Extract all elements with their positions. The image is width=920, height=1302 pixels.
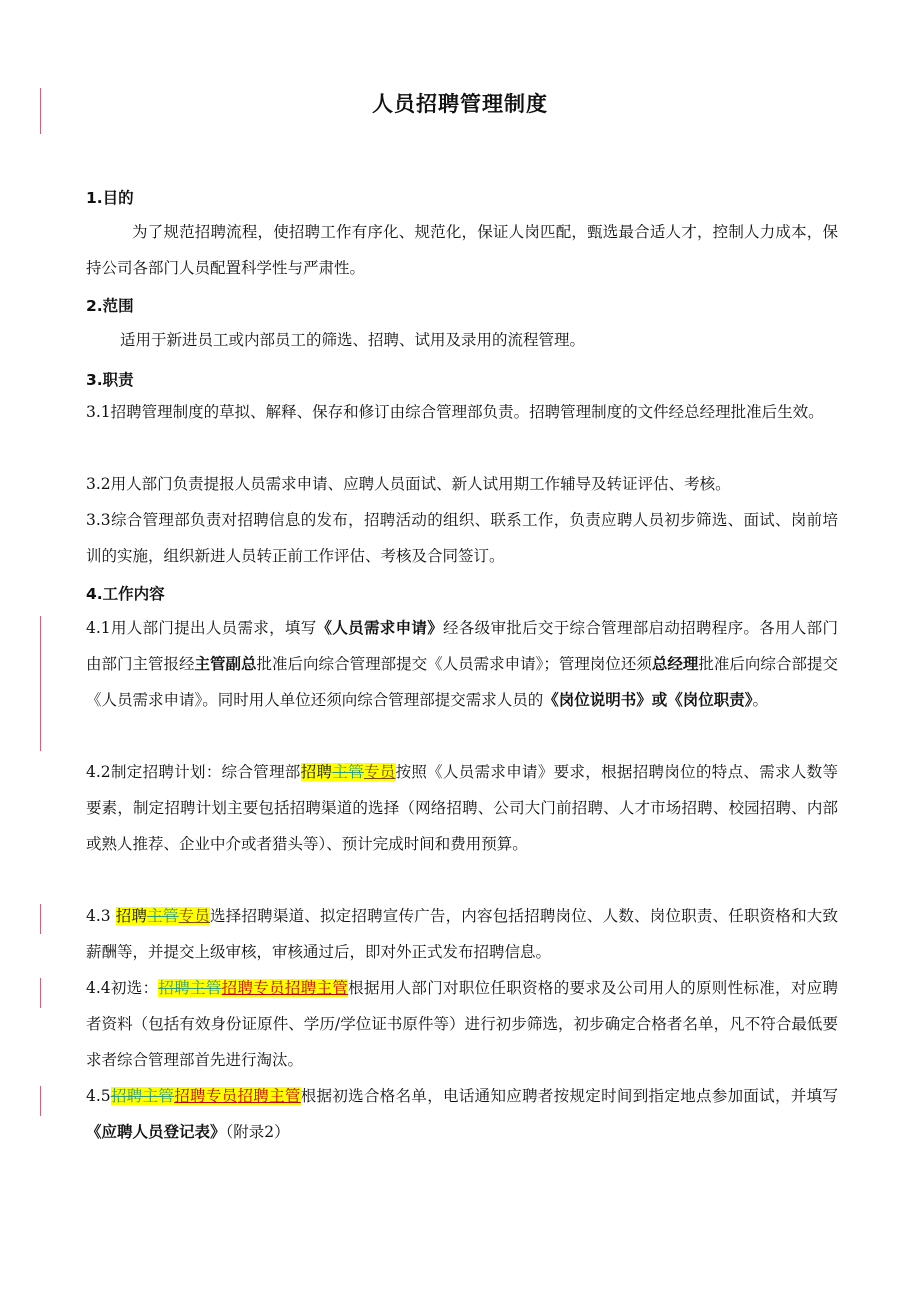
section-heading-duties: 3.职责 — [86, 371, 134, 389]
text-run: 根据用人部门对职位任职资格的要求及公司用人的原则性标准，对应聘者资料（包括有效身份证原件、学历/学位证书原件等）进行初步筛选，初步确定合格者名单，凡不符合最低要求者综合管理部首先进行淘汰。 — [86, 979, 838, 1069]
text-run: 4.5 — [86, 1087, 111, 1105]
text-run: （附录2） — [225, 1123, 290, 1141]
inserted-text: 招聘主管 — [237, 1087, 301, 1105]
inserted-text: 招聘专员 — [174, 1087, 238, 1105]
text-run: 经各级审批后交于综合管理部启动招聘程序。各用人部门由部门主管报经 — [86, 619, 838, 673]
paragraph-4-2 — [86, 754, 838, 862]
paragraph-3-2: 3.2用人部门负责提报人员需求申请、应聘人员面试、新人试用期工作辅导及转证评估、考核。 — [86, 475, 731, 493]
approver-bold: 总经理 — [651, 654, 699, 673]
paragraph-4-5 — [86, 1078, 838, 1150]
paragraph-3-1: 3.1招聘管理制度的草拟、解释、保存和修订由综合管理部负责。招聘管理制度的文件经总经理批准后生效。 — [86, 403, 824, 421]
page-title: 人员招聘管理制度 — [372, 92, 548, 116]
form-name-bold: 《人员需求申请》 — [316, 618, 444, 637]
section-heading-scope: 2.范围 — [86, 297, 134, 315]
revision-bar — [40, 616, 41, 751]
form-name-bold: 《应聘人员登记表》 — [86, 1122, 226, 1141]
revision-bar — [40, 1086, 41, 1116]
section-heading-work-content: 4.工作内容 — [86, 585, 165, 603]
deleted-text: 主管 — [332, 763, 364, 781]
paragraph-4-1 — [86, 610, 838, 718]
paragraph-4-3 — [86, 898, 838, 970]
paragraph-scope: 适用于新进员工或内部员工的筛选、招聘、试用及录用的流程管理。 — [120, 331, 586, 349]
text-run: 批准后向综合管理部提交《人员需求申请》；管理岗位还须 — [256, 655, 652, 673]
inserted-text: 专员 — [363, 763, 396, 781]
inserted-text: 招聘主管 — [284, 979, 349, 997]
revision-bar — [40, 904, 41, 934]
highlighted-text: 招聘 — [115, 907, 148, 925]
text-run: 。 — [752, 691, 769, 709]
text-run: 批准后向综合部提交《人员需求申请》。同时用人单位还须向综合管理部提交需求人员的 — [86, 655, 838, 709]
text-run: 4.4初选： — [86, 979, 159, 997]
form-name-bold: 《岗位说明书》或《岗位职责》 — [543, 690, 753, 709]
deleted-text: 招聘主管 — [158, 979, 222, 997]
text-run: 根据初选合格名单，电话通知应聘者按规定时间到指定地点参加面试，并填写 — [300, 1087, 838, 1105]
approver-bold: 主管副总 — [194, 654, 257, 673]
text-run: 4.3 — [86, 907, 116, 925]
section-heading-purpose: 1.目的 — [86, 189, 134, 207]
text-run: 选择招聘渠道、拟定招聘宣传广告，内容包括招聘岗位、人数、岗位职责、任职资格和大致薪酬等，并提交上级审核，审核通过后，即对外正式发布招聘信息。 — [86, 907, 838, 961]
text-run: 4.2制定招聘计划：综合管理部 — [86, 763, 301, 781]
paragraph-purpose: 为了规范招聘流程，使招聘工作有序化、规范化，保证人岗匹配，甄选最合适人才，控制人力成本，保持公司各部门人员配置科学性与严肃性。 — [86, 223, 838, 277]
deleted-text: 主管 — [147, 907, 179, 925]
inserted-text: 专员 — [178, 907, 211, 925]
revision-bar — [40, 978, 41, 1008]
text-run: 4.1用人部门提出人员需求，填写 — [86, 619, 317, 637]
highlighted-text: 招聘 — [300, 763, 333, 781]
inserted-text: 招聘专员 — [221, 979, 285, 997]
text-run: 按照《人员需求申请》要求，根据招聘岗位的特点、需求人数等要素，制定招聘计划主要包括招聘渠道的选择（网络招聘、公司大门前招聘、人才市场招聘、校园招聘、内部或熟人推荐、企业中介或者猎头等）、预计完成时间和费用预算。 — [86, 763, 838, 853]
paragraph-4-4 — [86, 970, 838, 1078]
deleted-text: 招聘主管 — [110, 1087, 175, 1105]
paragraph-3-3: 3.3综合管理部负责对招聘信息的发布，招聘活动的组织、联系工作，负责应聘人员初步筛选、面试、岗前培训的实施，组织新进人员转正前工作评估、考核及合同签订。 — [86, 511, 838, 565]
